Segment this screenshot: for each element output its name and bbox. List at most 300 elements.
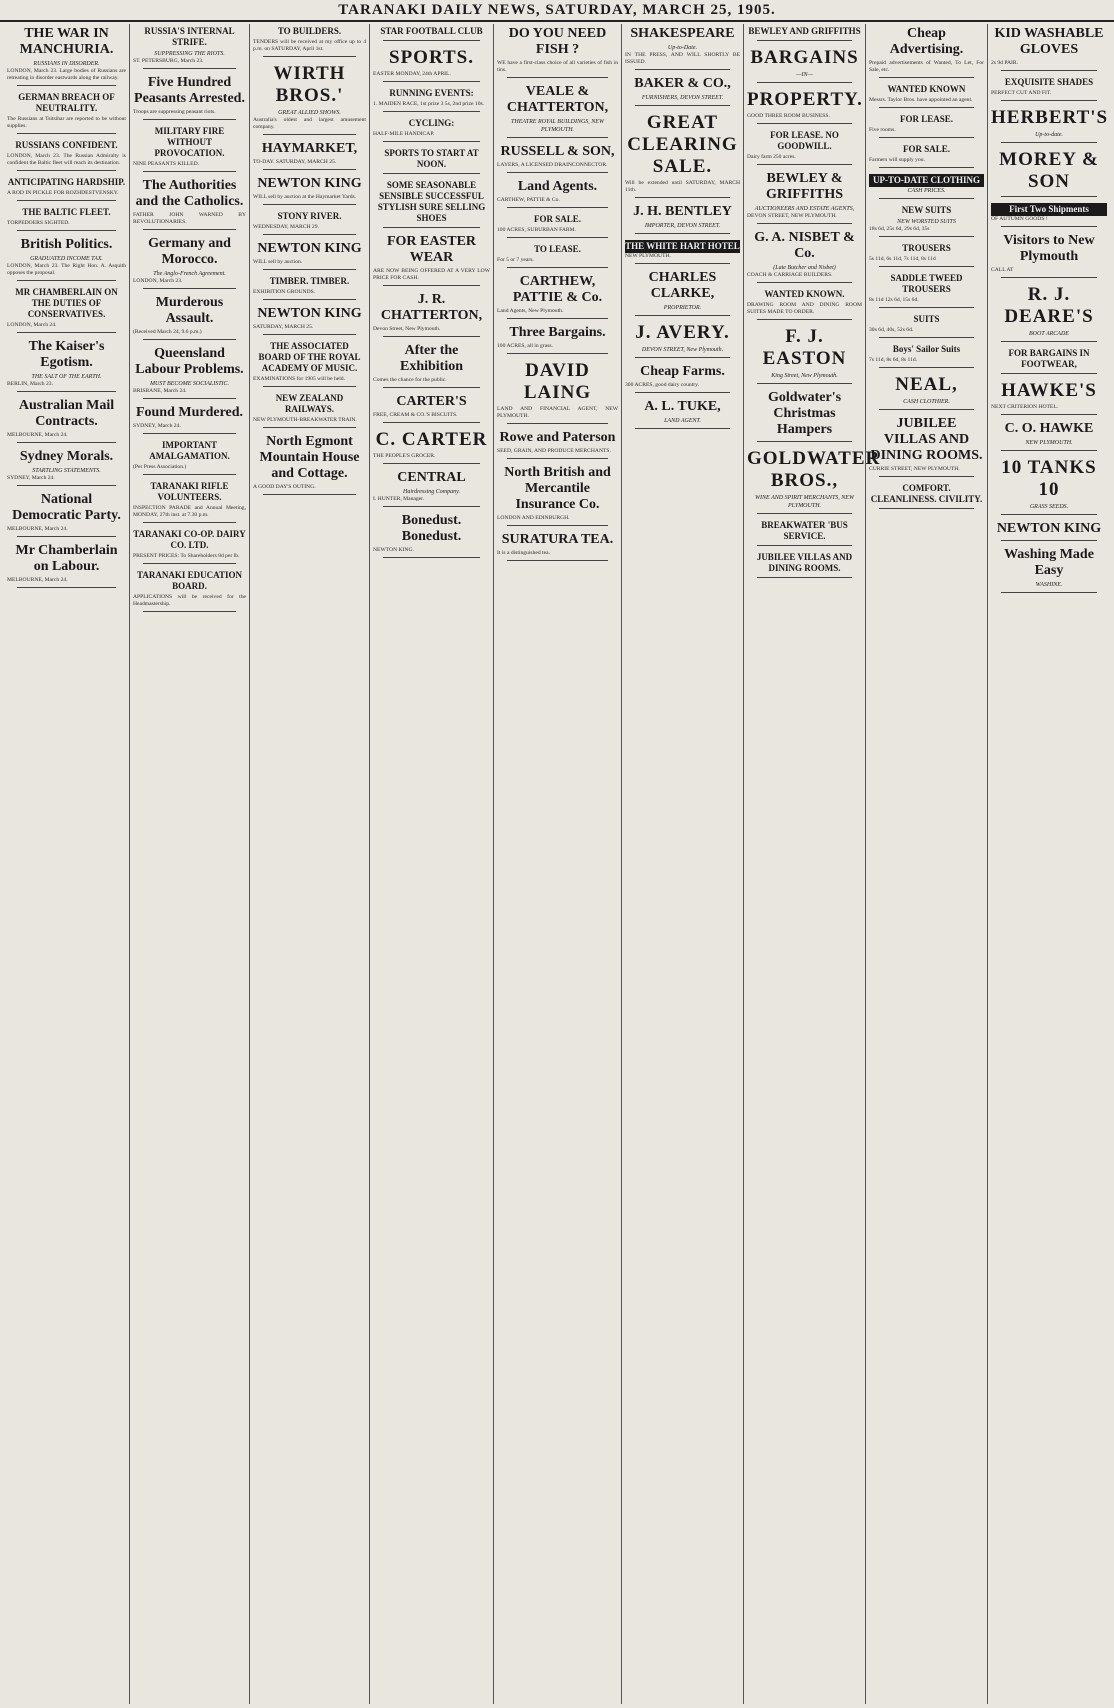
article-text: SATURDAY, MARCH 25.: [253, 324, 314, 330]
article-subheading: MUST BECOME SOCIALISTIC.: [149, 381, 230, 387]
article-text: NEWTON KING.: [373, 547, 414, 553]
article-block: [253, 276, 366, 300]
article-heading: North British and Mercantile Insurance Co.: [504, 465, 611, 512]
article-block: [133, 405, 246, 434]
article-heading: COMFORT. CLEANLINESS. CIVILITY.: [870, 483, 983, 504]
article-block: [253, 434, 366, 495]
article-block: [625, 240, 740, 264]
article-text: DRAWING ROOM AND DINING ROOM SUITES MADE TO ORDER.: [747, 302, 862, 315]
article-text: LAYERS, A LICENSED DRAINCONNECTOR.: [497, 162, 608, 168]
article-heading: NEAL,: [895, 374, 958, 395]
column-9: [988, 24, 1110, 1704]
masthead-title: TARANAKI DAILY NEWS, SATURDAY, MARCH 25, 1905.: [338, 2, 776, 18]
article-subheading: AUCTIONEERS AND ESTATE AGENTS,: [754, 206, 855, 212]
article-subheading: GREAT ALLIED SHOWS.: [278, 110, 341, 116]
section-divider: [507, 237, 608, 238]
article-subheading: DEVON STREET, New Plymouth.: [641, 347, 724, 353]
section-divider: [879, 367, 974, 368]
article-text: 30s 6d, 40s, 52s 6d.: [869, 327, 914, 333]
section-divider: [383, 463, 480, 464]
section-divider: [17, 391, 116, 392]
article-heading: GREAT CLEARING SALE.: [627, 112, 738, 177]
article-text: SYDNEY, March 24.: [133, 423, 181, 429]
article-text: PERFECT CUT AND FIT.: [991, 90, 1052, 96]
article-heading: Queensland Labour Problems.: [135, 346, 244, 377]
article-heading: Boys' Sailor Suits: [892, 344, 961, 354]
article-text: NEW PLYMOUTH.: [625, 253, 671, 259]
article-subheading: WINE AND SPIRIT MERCHANTS, NEW PLYMOUTH.: [755, 495, 854, 509]
article-heading: DO YOU NEED FISH ?: [508, 26, 607, 57]
article-heading: TROUSERS: [902, 243, 951, 253]
article-block: [253, 176, 366, 205]
section-divider: [383, 557, 480, 558]
article-text: A ROD IN PICKLE FOR ROZHDESTVENSKY.: [7, 190, 119, 196]
article-block: [625, 322, 740, 358]
article-subheading: GRASS SEEDS.: [1029, 504, 1069, 510]
article-heading: C. CARTER: [375, 429, 488, 450]
article-text: COACH & CARRIAGE BUILDERS.: [747, 272, 833, 278]
article-block: [869, 314, 984, 338]
section-divider: [635, 428, 730, 429]
article-block: [7, 140, 126, 171]
article-block: [133, 26, 246, 69]
article-text: A GOOD DAY'S OUTING.: [253, 484, 316, 490]
article-text: Devon Street, New Plymouth.: [373, 326, 441, 332]
article-text: WE have a first-class choice of all varieties of fish in tins.: [497, 60, 618, 73]
article-heading: SADDLE TWEED TROUSERS: [890, 273, 963, 294]
article-heading: Visitors to New Plymouth: [1003, 233, 1095, 264]
article-subheading: FURNISHERS, DEVON STREET.: [641, 95, 724, 101]
section-divider: [383, 387, 480, 388]
article-text: LAND AND FINANCIAL AGENT, NEW PLYMOUTH.: [497, 406, 618, 419]
section-divider: [757, 319, 852, 320]
article-subheading: —IN—: [796, 72, 813, 78]
article-block: [625, 204, 740, 234]
article-heading: Cheap Advertising.: [889, 26, 964, 57]
article-heading: Five Hundred Peasants Arrested.: [134, 75, 245, 106]
article-text: LONDON AND EDINBURGH.: [497, 515, 570, 521]
article-block: [869, 243, 984, 267]
article-text: EASTER MONDAY, 24th APRIL.: [373, 71, 451, 77]
article-text: Dairy farm 250 acres.: [747, 154, 796, 160]
article-text: WILL sell by auction at the Haymarket Yards.: [253, 194, 357, 200]
article-block: [625, 399, 740, 429]
article-heading: NEW ZEALAND RAILWAYS.: [275, 393, 344, 414]
article-heading: BEWLEY AND GRIFFITHS: [748, 26, 861, 36]
article-heading: Murderous Assault.: [155, 295, 224, 326]
article-text: TORPEDOERS SIGHTED.: [7, 220, 70, 226]
section-divider: [507, 353, 608, 354]
article-text: ST. PETERSBURG, March 23.: [133, 58, 204, 64]
section-divider: [17, 332, 116, 333]
article-block: [253, 26, 366, 57]
section-divider: [879, 107, 974, 108]
column-6: [622, 24, 744, 1704]
section-divider: [383, 81, 480, 82]
article-block: [991, 77, 1107, 101]
article-heading: WANTED KNOWN.: [764, 289, 845, 299]
article-block: [7, 177, 126, 201]
article-text: Will be extended until SATURDAY, MARCH 11th.: [625, 180, 740, 193]
article-subheading: CASH PRICES.: [907, 188, 946, 194]
section-divider: [635, 263, 730, 264]
article-subheading: SUPPRESSING THE RIOTS.: [154, 51, 225, 57]
article-block: [373, 394, 490, 423]
article-heading: After the Exhibition: [399, 343, 464, 374]
article-heading: North Egmont Mountain House and Cottage.: [259, 434, 360, 481]
article-block: [991, 521, 1107, 541]
article-block: [373, 180, 490, 228]
article-heading: Mr Chamberlain on Labour.: [15, 543, 118, 574]
article-text: MELBOURNE, March 24.: [7, 526, 68, 532]
article-block: [373, 26, 490, 41]
section-divider: [879, 409, 974, 410]
article-text: 2s 9d PAIR.: [991, 60, 1018, 66]
article-heading: J. H. BENTLEY: [633, 204, 732, 219]
section-divider: [263, 204, 356, 205]
section-divider: [143, 611, 236, 612]
article-text: 300 ACRES, good dairy country.: [625, 382, 699, 388]
article-heading: JUBILEE VILLAS AND DINING ROOMS.: [870, 416, 983, 463]
section-divider: [879, 198, 974, 199]
section-divider: [383, 40, 480, 41]
article-text: MELBOURNE, March 24.: [7, 577, 68, 583]
article-block: [747, 47, 862, 83]
column-1: [4, 24, 130, 1704]
article-block: [253, 306, 366, 335]
article-heading: BEWLEY & GRIFFITHS: [765, 171, 843, 202]
article-block: [373, 234, 490, 286]
section-divider: [1001, 450, 1097, 451]
section-divider: [143, 563, 236, 564]
section-divider: [263, 427, 356, 428]
article-subheading: WASHINE.: [1035, 582, 1063, 588]
section-divider: [635, 69, 730, 70]
article-subheading: NEW PLYMOUTH.: [1025, 440, 1073, 446]
section-divider: [507, 207, 608, 208]
article-heading: FOR LEASE. NO GOODWILL.: [770, 130, 839, 151]
article-heading: MOREY & SON: [999, 149, 1099, 192]
article-heading: WIRTH BROS.': [273, 63, 346, 106]
article-heading: MILITARY FIRE WITHOUT PROVOCATION.: [154, 126, 225, 158]
article-heading: MR CHAMBERLAIN ON THE DUTIES OF CONSERVATIVES.: [15, 287, 118, 319]
article-heading: IMPORTANT AMALGAMATION.: [149, 440, 230, 461]
article-heading: NEWTON KING: [257, 176, 362, 191]
article-heading: TO LEASE.: [534, 244, 581, 254]
article-block: [253, 341, 366, 387]
columns-container: [4, 24, 1110, 1704]
article-heading: THE WHITE HART HOTEL: [625, 241, 740, 251]
section-divider: [757, 282, 852, 283]
article-block: [497, 360, 618, 424]
article-heading: SOME SEASONABLE SENSIBLE SUCCESSFUL STYLISH SURE SELLING SHOES: [377, 180, 486, 223]
section-divider: [635, 197, 730, 198]
article-text: PRESENT PRICES: To Shareholders 8d per lb.: [133, 553, 240, 559]
section-divider: [383, 422, 480, 423]
article-block: [869, 205, 984, 237]
article-block: [373, 118, 490, 142]
article-block: [253, 393, 366, 428]
article-block: [625, 112, 740, 198]
article-heading: RUSSELL & SON,: [500, 144, 615, 159]
article-heading: British Politics.: [20, 237, 113, 252]
section-divider: [635, 357, 730, 358]
article-heading: THE ASSOCIATED BOARD OF THE ROYAL ACADEMY OF MUSIC.: [258, 341, 361, 373]
article-text: For 5 or 7 years.: [497, 257, 534, 263]
article-block: [497, 84, 618, 138]
article-text: LONDON, March 23. The Right Hon. A. Asquith opposes the proposal.: [7, 263, 126, 276]
article-block: [7, 543, 126, 588]
article-block: [869, 483, 984, 509]
article-heading: KID WASHABLE GLOVES: [994, 26, 1104, 57]
article-text: APPLICATIONS will be received for the Headmastership.: [133, 594, 246, 607]
article-heading: FOR BARGAINS IN FOOTWEAR,: [1008, 348, 1090, 369]
section-divider: [1001, 70, 1097, 71]
article-text: 5s 11d, 6s 11d, 7s 11d, 8s 11d: [869, 256, 936, 262]
article-text: WILL sell by auction.: [253, 259, 303, 265]
article-subheading: NEW WORSTED SUITS: [897, 219, 956, 225]
article-block: [869, 114, 984, 138]
section-divider: [17, 536, 116, 537]
article-subheading: BOOT ARCADE: [1029, 331, 1069, 337]
article-block: [625, 270, 740, 316]
article-block: [133, 75, 246, 120]
article-block: [373, 88, 490, 112]
article-heading: STONY RIVER.: [277, 211, 342, 221]
section-divider: [879, 266, 974, 267]
article-block: [991, 233, 1107, 278]
section-divider: [383, 173, 480, 174]
article-heading: STAR FOOTBALL CLUB: [380, 26, 483, 36]
section-divider: [17, 280, 116, 281]
article-block: [747, 552, 862, 578]
article-block: [253, 211, 366, 235]
article-block: [497, 144, 618, 173]
article-block: [991, 348, 1107, 374]
section-divider: [263, 134, 356, 135]
article-text: CALL AT: [991, 267, 1014, 273]
section-divider: [143, 119, 236, 120]
article-heading: BREAKWATER 'BUS SERVICE.: [761, 520, 848, 541]
article-text: ARE NOW BEING OFFERED AT A VERY LOW PRICE FOR CASH.: [373, 268, 490, 281]
article-heading: National Democratic Party.: [12, 492, 121, 523]
article-block: [7, 26, 126, 86]
article-text: 1. MAIDEN RACE, 1st prize 3 5s, 2nd prize 10s.: [373, 101, 485, 107]
article-block: [747, 26, 862, 41]
article-heading: F. J. EASTON: [762, 326, 847, 369]
masthead: [0, 0, 1114, 22]
article-block: [869, 26, 984, 78]
article-block: [497, 325, 618, 354]
article-block: [7, 398, 126, 443]
article-text: Messrs. Taylor Bros. have appointed an agent.: [869, 97, 973, 103]
section-divider: [143, 288, 236, 289]
article-heading: VEALE & CHATTERTON,: [506, 84, 609, 115]
section-divider: [757, 164, 852, 165]
section-divider: [879, 137, 974, 138]
article-block: [373, 47, 490, 82]
section-divider: [635, 392, 730, 393]
section-divider: [757, 577, 852, 578]
article-text: FREE, CREAM & CO.'S BISCUITS.: [373, 412, 458, 418]
section-divider: [507, 525, 608, 526]
article-text: It is a distinguished tea.: [497, 550, 550, 556]
article-heading: NEWTON KING: [257, 306, 362, 321]
article-text: I. HUNTER, Manager.: [373, 496, 425, 502]
section-divider: [1001, 540, 1097, 541]
article-text: HALF-MILE HANDICAP.: [373, 131, 435, 137]
article-block: [991, 284, 1107, 342]
article-block: [991, 203, 1107, 227]
article-subheading: The Anglo-French Agreement.: [153, 271, 226, 277]
article-subheading: CASH CLOTHIER.: [903, 399, 950, 405]
section-divider: [17, 587, 116, 588]
article-text: LONDON, March 24.: [7, 322, 57, 328]
article-block: [869, 144, 984, 168]
section-divider: [879, 77, 974, 78]
article-text: OF AUTUMN GOODS !: [991, 216, 1048, 222]
article-heading: CARTER'S: [396, 394, 467, 409]
article-heading: HERBERT'S: [991, 107, 1109, 128]
article-block: [869, 374, 984, 410]
article-heading: J. R. CHATTERTON,: [380, 292, 483, 323]
article-block: [497, 465, 618, 526]
article-text: SEED, GRAIN, AND PRODUCE MERCHANTS.: [497, 448, 611, 454]
section-divider: [143, 398, 236, 399]
section-divider: [17, 170, 116, 171]
article-heading: THE BALTIC FLEET.: [22, 207, 111, 217]
section-divider: [757, 383, 852, 384]
article-heading: C. O. HAWKE: [1004, 421, 1094, 436]
section-divider: [17, 442, 116, 443]
article-block: [497, 274, 618, 319]
article-text: THE PEOPLE'S GROCER.: [373, 453, 436, 459]
article-heading: PROPERTY.: [747, 89, 863, 110]
article-block: [133, 295, 246, 340]
article-subheading: Up-to-Date.: [667, 45, 698, 51]
article-heading: BARGAINS: [750, 47, 859, 68]
article-text: (Per Press Association.): [133, 464, 187, 470]
article-block: [133, 570, 246, 612]
article-text: LONDON, March 23. Large bodies of Russians are retreating in disorder eastwards along the railway.: [7, 68, 126, 81]
article-heading: GOLDWATER BROS.,: [747, 448, 881, 491]
section-divider: [879, 508, 974, 509]
section-divider: [263, 234, 356, 235]
section-divider: [17, 485, 116, 486]
section-divider: [263, 299, 356, 300]
section-divider: [507, 423, 608, 424]
article-block: [747, 326, 862, 384]
article-block: [497, 532, 618, 561]
article-heading: NEWTON KING: [996, 521, 1102, 536]
section-divider: [507, 458, 608, 459]
article-heading: TO BUILDERS.: [277, 26, 342, 36]
article-text: Land Agents, New Plymouth.: [497, 308, 564, 314]
article-heading: EXQUISITE SHADES: [1004, 77, 1094, 87]
article-heading: J. AVERY.: [635, 322, 730, 343]
section-divider: [143, 229, 236, 230]
article-text: GOOD THREE ROOM BUSINESS.: [747, 113, 830, 119]
article-block: [747, 89, 862, 124]
section-divider: [879, 337, 974, 338]
section-divider: [757, 40, 852, 41]
section-divider: [143, 171, 236, 172]
article-text: INSPECTION PARADE and Annual Meeting, MONDAY, 27th inst. at 7.30 p.m.: [133, 505, 246, 518]
section-divider: [383, 506, 480, 507]
section-divider: [263, 269, 356, 270]
article-text: (Received March 24, 9.6 p.m.): [133, 329, 202, 335]
article-text: NINE PEASANTS KILLED.: [133, 161, 200, 167]
article-text: CURRIE STREET, NEW PLYMOUTH.: [869, 466, 960, 472]
article-heading: Land Agents.: [517, 179, 598, 194]
article-block: [991, 457, 1107, 515]
article-heading: UP-TO-DATE CLOTHING: [869, 174, 984, 187]
article-block: [497, 244, 618, 268]
article-block: [497, 26, 618, 78]
article-block: [747, 520, 862, 546]
article-heading: FOR EASTER WEAR: [386, 234, 477, 265]
article-text: CARTHEW, PATTIE & Co.: [497, 197, 560, 203]
section-divider: [507, 560, 608, 561]
article-block: [133, 236, 246, 289]
article-text: Prepaid advertisements of Wanted, To Let, For Sale, etc.: [869, 60, 984, 73]
article-text: 100 ACRES, SUBURBAN FARM.: [497, 227, 577, 233]
section-divider: [263, 386, 356, 387]
article-heading: SPORTS.: [389, 47, 474, 68]
article-heading: Australian Mail Contracts.: [18, 398, 115, 429]
section-divider: [1001, 592, 1097, 593]
article-block: [747, 390, 862, 442]
article-block: [625, 364, 740, 393]
article-block: [991, 107, 1107, 143]
article-heading: DAVID LAING: [523, 360, 592, 403]
section-divider: [757, 545, 852, 546]
article-heading: G. A. NISBET & Co.: [754, 230, 855, 261]
article-block: [747, 289, 862, 320]
section-divider: [635, 105, 730, 106]
article-heading: Goldwater's Christmas Hampers: [767, 390, 842, 437]
article-block: [373, 343, 490, 388]
column-4: [370, 24, 494, 1704]
article-block: [373, 148, 490, 174]
article-heading: Sydney Morals.: [19, 449, 114, 464]
article-block: [747, 130, 862, 165]
article-heading: TARANAKI EDUCATION BOARD.: [137, 570, 242, 591]
article-subheading: GRADUATED INCOME TAX.: [30, 256, 103, 262]
article-block: [373, 513, 490, 558]
section-divider: [879, 307, 974, 308]
article-text: 8s 11d 12s 6d, 15s 6d.: [869, 297, 919, 303]
column-8: [866, 24, 988, 1704]
article-text: SYDNEY, March 24.: [7, 475, 55, 481]
article-block: [869, 344, 984, 368]
article-heading: SHAKESPEARE: [630, 26, 735, 41]
article-text: 7s 11d, 8s 6d, 8s 11d.: [869, 357, 918, 363]
article-heading: BAKER & CO.,: [634, 76, 731, 91]
article-block: [7, 287, 126, 333]
article-heading: RUSSIANS CONFIDENT.: [15, 140, 118, 150]
article-heading: HAWKE'S: [1001, 380, 1097, 401]
article-heading: NEW SUITS: [901, 205, 952, 215]
article-text: Australia's oldest and largest amusement company.: [253, 117, 366, 130]
article-heading: First Two Shipments: [991, 203, 1107, 216]
article-heading: JUBILEE VILLAS AND DINING ROOMS.: [756, 552, 853, 573]
article-heading: CYCLING:: [408, 118, 455, 128]
article-heading: Washing Made Easy: [1004, 547, 1094, 578]
article-heading: SURATURA TEA.: [501, 532, 614, 547]
article-text: LONDON, March 23.: [133, 278, 183, 284]
article-heading: Germany and Morocco.: [148, 236, 231, 267]
